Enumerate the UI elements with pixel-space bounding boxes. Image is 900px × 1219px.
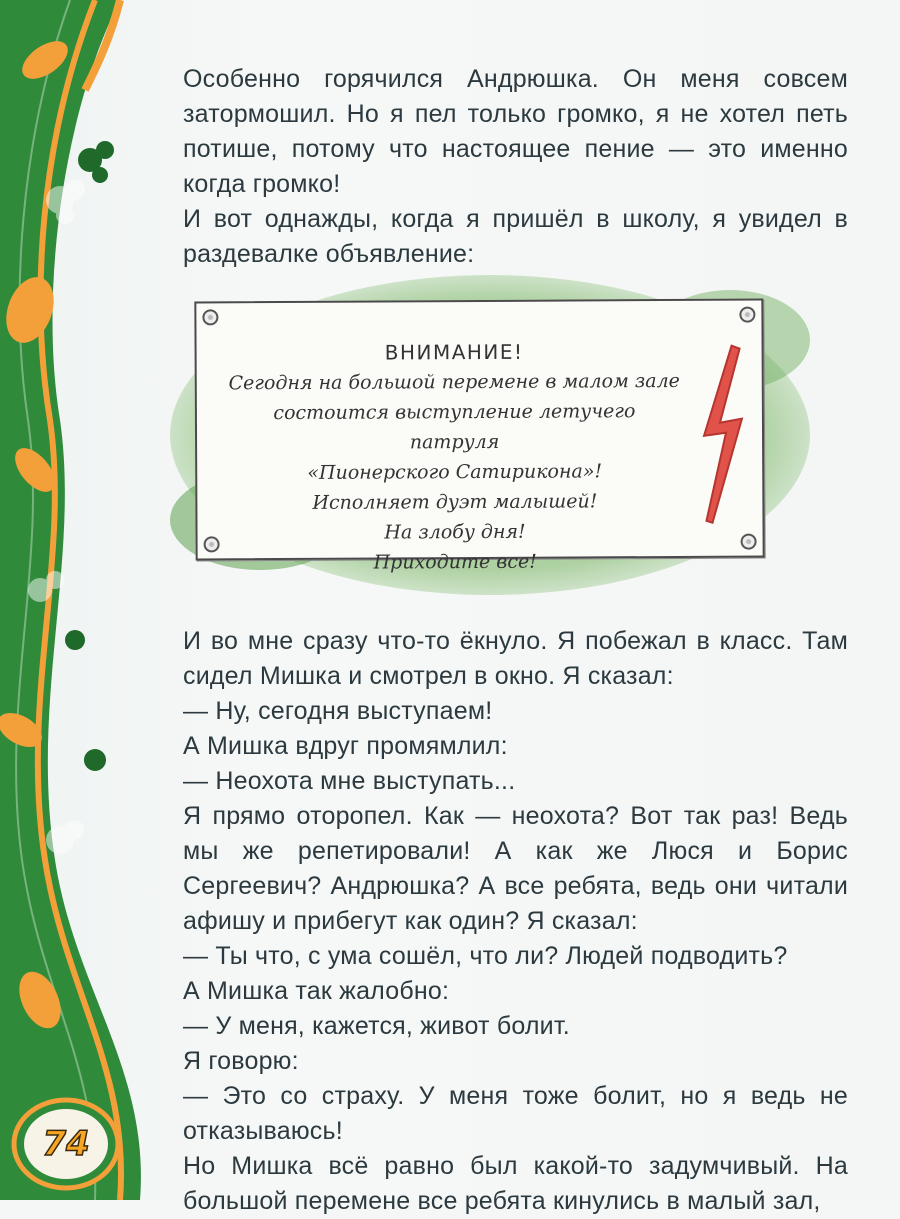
paragraph: А Мишка вдруг промямлил: — [183, 732, 508, 760]
paragraph: — У меня, кажется, живот болит. — [183, 1012, 570, 1040]
paragraph: Я прямо оторопел. Как — неохота? Вот так раз! Ведь мы же репетировали! А как же Люся и Борис Сергеевич? Андрюшка? А все ребята, ведь они читали афишу и прибегут как один? Я сказал: — [183, 802, 848, 935]
notice-line: Исполняет дуэт малышей! — [312, 490, 598, 514]
paragraph: И вот однажды, когда я пришёл в школу, я увидел в раздевалке объявление: — [183, 205, 848, 268]
notice-line: На злобу дня! — [384, 520, 526, 544]
lightning-bolt-icon — [692, 341, 753, 531]
paragraph: Но Мишка всё равно был какой-то задумчивый. На большой перемене все ребята кинулись в малый зал, — [183, 1152, 848, 1215]
notice-line: «Пионерского Сатирикона»! — [307, 460, 603, 484]
pin-icon — [202, 309, 218, 325]
page-number: 74 — [42, 1124, 90, 1164]
notice-text — [227, 336, 683, 578]
paragraph: Особенно горячился Андрюшка. Он меня совсем затормошил. Но я пел только громко, я не хотел петь потише, потому что настоящее пение — это именно когда громко! — [183, 65, 848, 198]
pin-icon — [741, 534, 757, 550]
notice-line: состоится выступление летучего патруля — [273, 400, 636, 454]
notice-title: ВНИМАНИЕ! — [384, 339, 524, 365]
notice-paper — [194, 299, 764, 574]
paragraph: Я говорю: — [183, 1047, 299, 1075]
notice-line: Сегодня на большой перемене в малом зале — [228, 369, 680, 395]
text-block-bottom — [183, 624, 848, 1219]
notice-line: Приходите все! — [373, 550, 537, 574]
paragraph: И во мне сразу что-то ёкнуло. Я побежал в класс. Там сидел Мишка и смотрел в окно. Я сказал: — [183, 627, 848, 690]
paragraph: А Мишка так жалобно: — [183, 977, 450, 1005]
paragraph: — Неохота мне выступать... — [183, 767, 516, 795]
notice-illustration — [170, 270, 810, 600]
pin-icon — [204, 536, 220, 552]
pin-icon — [739, 307, 755, 323]
paragraph: — Ты что, с ума сошёл, что ли? Людей подводить? — [183, 942, 788, 970]
text-block-top — [183, 62, 848, 272]
paragraph: — Это со страху. У меня тоже болит, но я ведь не отказываюсь! — [183, 1082, 848, 1145]
ornamental-border-decoration — [0, 0, 165, 1200]
paragraph: — Ну, сегодня выступаем! — [183, 697, 493, 725]
